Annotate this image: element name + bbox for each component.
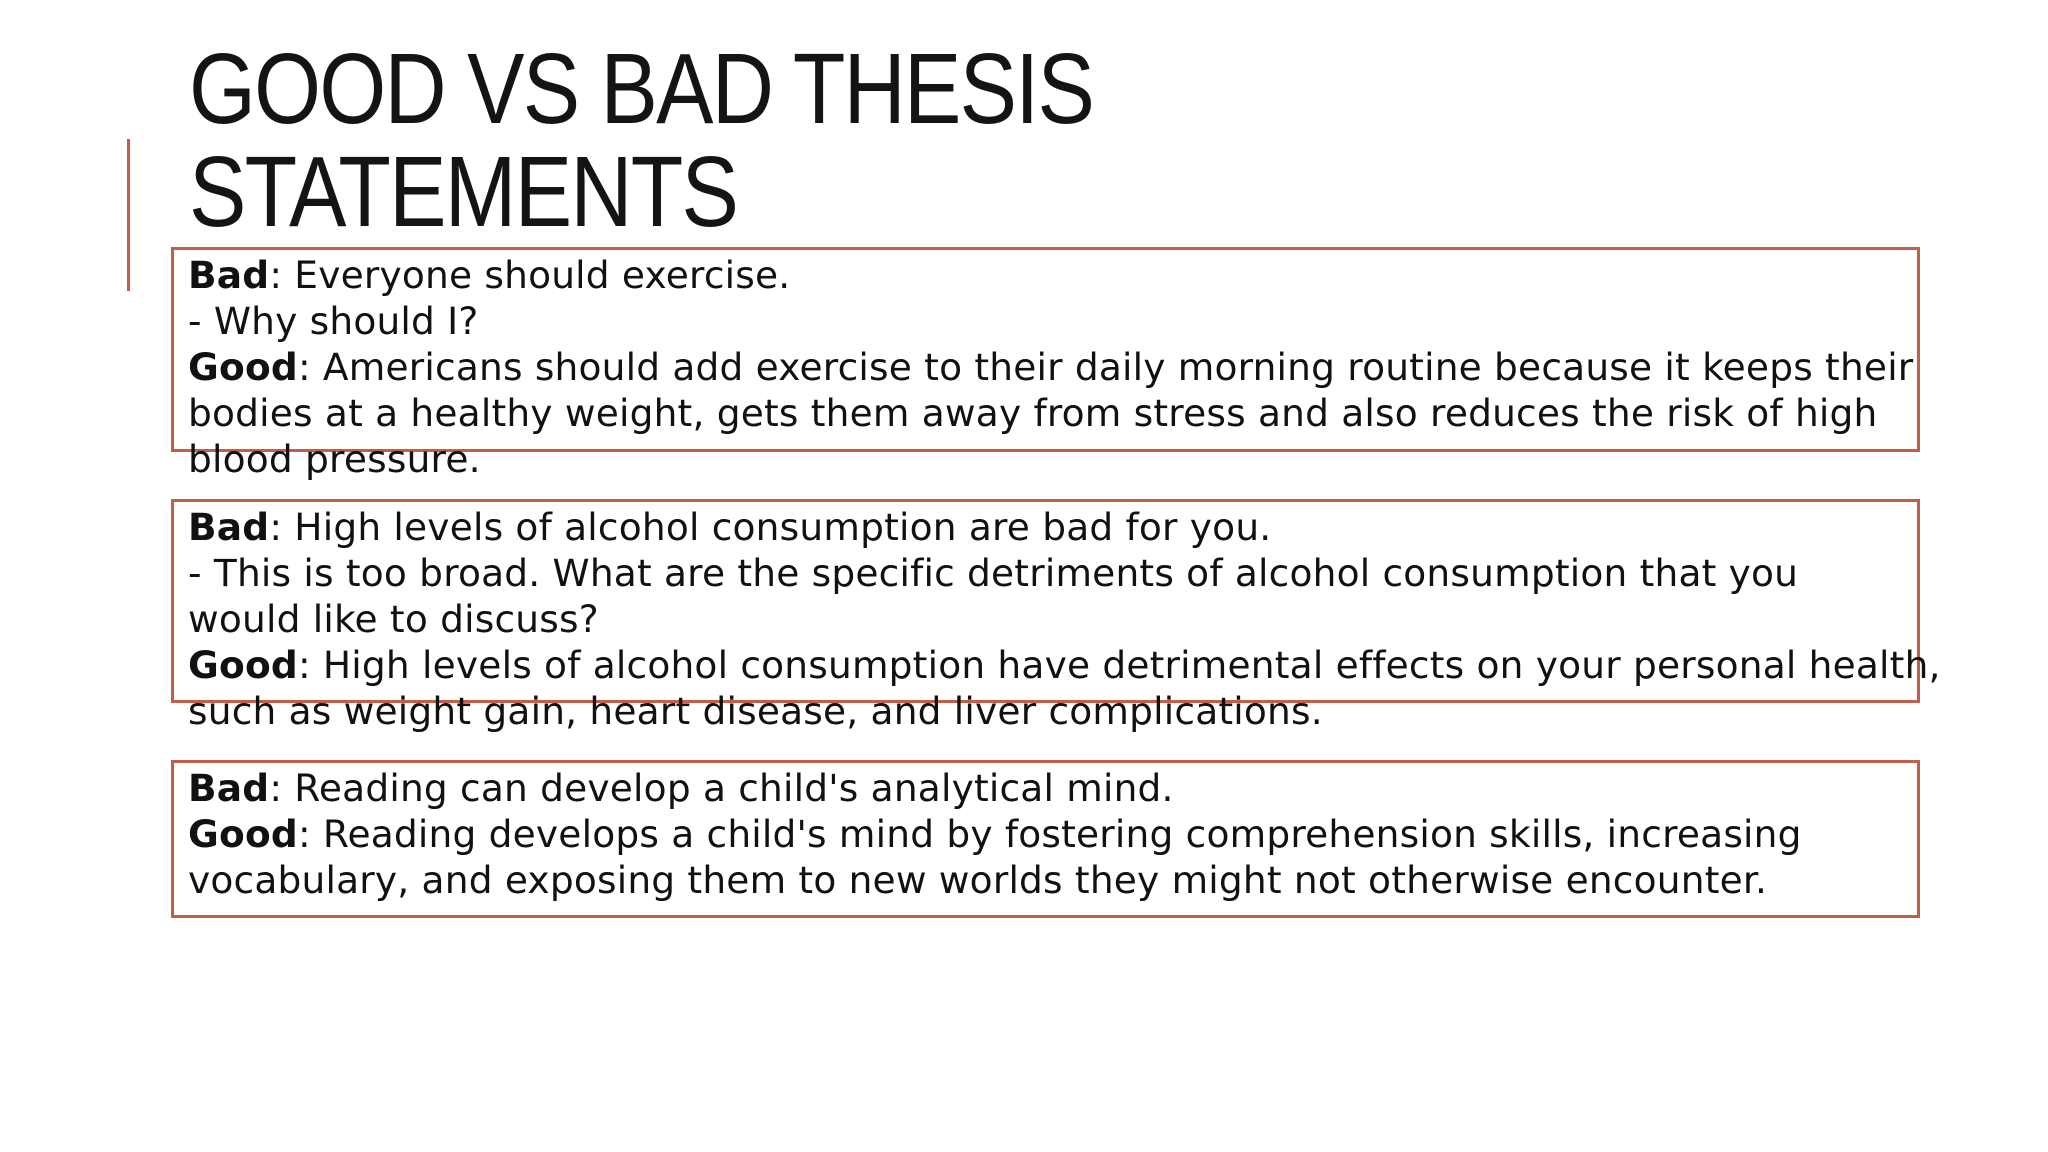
example-text-3 [188, 765, 1908, 903]
title-line-1: GOOD VS BAD THESIS [189, 33, 1094, 145]
bad-text: : Reading can develop a child's analytical mind. [269, 766, 1174, 810]
good-text-continued: bodies at a healthy weight, gets them away from stress and also reduces the risk of high [188, 391, 1878, 435]
bad-statement [188, 252, 1908, 298]
good-text-continued: such as weight gain, heart disease, and liver complications. [188, 689, 1323, 733]
example-text-1 [188, 252, 1914, 482]
good-statement [188, 344, 1914, 390]
good-label: Good [188, 345, 298, 389]
good-text: : Reading develops a child's mind by fostering comprehension skills, increasing [297, 812, 1802, 856]
bad-text: : High levels of alcohol consumption are bad for you. [269, 505, 1272, 549]
good-text: : High levels of alcohol consumption have detrimental effects on your personal health, [297, 643, 1941, 687]
example-text-2 [188, 504, 1941, 734]
good-text-continued: vocabulary, and exposing them to new worlds they might not otherwise encounter. [188, 858, 1768, 902]
bad-label: Bad [188, 253, 270, 297]
good-label: Good [188, 812, 298, 856]
bad-statement [188, 765, 1908, 811]
good-text-continued: blood pressure. [188, 437, 481, 481]
critique-line: would like to discuss? [188, 597, 599, 641]
good-statement [188, 811, 1908, 857]
bad-statement [188, 504, 1908, 550]
bad-label: Bad [188, 766, 270, 810]
good-text: : Americans should add exercise to their daily morning routine because it keeps their [297, 345, 1914, 389]
critique-line: - Why should I? [188, 299, 479, 343]
title-line-2: STATEMENTS [189, 136, 738, 248]
accent-line [127, 139, 130, 291]
bad-text: : Everyone should exercise. [269, 253, 791, 297]
bad-label: Bad [188, 505, 270, 549]
good-label: Good [188, 643, 298, 687]
slide-title [189, 33, 1094, 248]
good-statement [188, 642, 1941, 688]
critique-line: - This is too broad. What are the specific detriments of alcohol consumption that you [188, 551, 1799, 595]
